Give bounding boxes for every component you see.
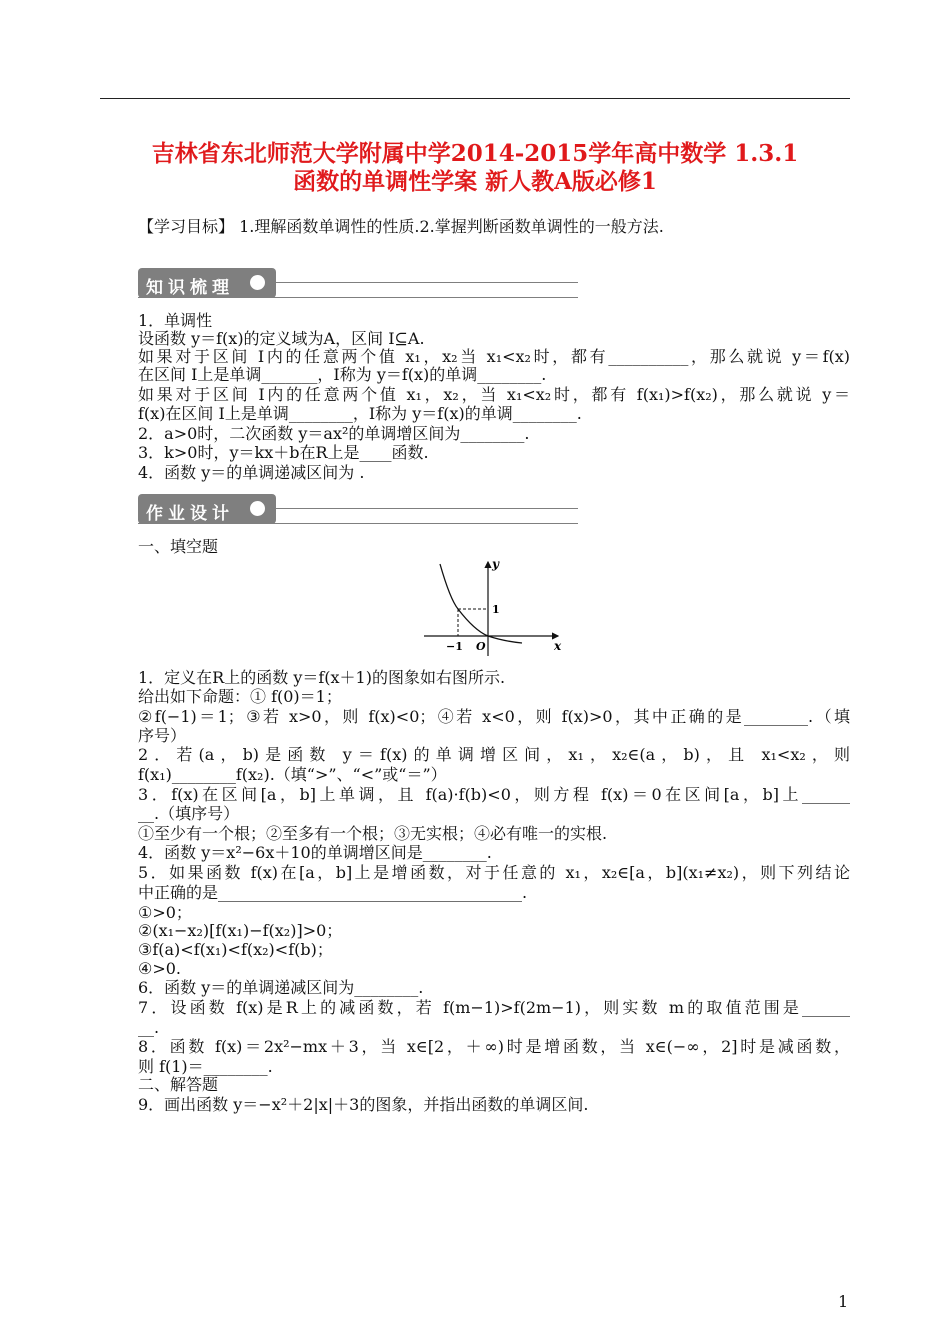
homework-line: 7．设函数 f(x)是R上的减函数，若 f(m−1)>f(2m−1)，则实数 m的取值范围是______ — [138, 998, 850, 1017]
homework-line: ④>0. — [138, 959, 182, 978]
homework-line: 4．函数 y＝x²−6x＋10的单调增区间是________. — [138, 843, 492, 862]
homework-line: 2．若(a，b)是函数 y＝f(x)的单调增区间，x₁，x₂∈(a，b)，且 x₁<x₂，则 — [138, 745, 850, 764]
homework-line: 8．函数 f(x)＝2x²−mx＋3，当 x∈[2，＋∞)时是增函数，当 x∈(−∞，2]时是减函数， — [138, 1037, 850, 1056]
bullet-dot-icon — [250, 501, 265, 516]
homework-line: 序号） — [138, 726, 187, 745]
knowledge-line: 2．a>0时，二次函数 y＝ax²的单调增区间为________. — [138, 424, 530, 443]
header-rule — [100, 98, 850, 99]
page-number: 1 — [838, 1292, 849, 1311]
homework-line: 给出如下命题：① f(0)＝1； — [138, 687, 342, 706]
homework-line: ③f(a)<f(x₁)<f(x₂)<f(b)； — [138, 940, 333, 959]
section-title-knowledge: 知识梳理 — [146, 278, 234, 298]
fill-blank-heading: 一、填空题 — [138, 537, 219, 556]
function-curve — [440, 564, 522, 643]
section-title-homework: 作业设计 — [146, 504, 234, 524]
homework-line: 9．画出函数 y＝−x²＋2|x|＋3的图象，并指出函数的单调区间. — [138, 1095, 589, 1114]
knowledge-line: 如果对于区间 I内的任意两个值 x₁，x₂，当 x₁<x₂时，都有 f(x₁)>f(x₂)，那么就说 y＝ — [138, 385, 850, 404]
section-banner-homework — [138, 494, 578, 524]
homework-line: 则 f(1)＝________. — [138, 1057, 273, 1076]
function-graph — [420, 556, 570, 658]
homework-line: 中正确的是______________________________________. — [138, 883, 528, 902]
origin-label: O — [476, 640, 486, 653]
homework-line: 3．f(x)在区间[a，b]上单调，且 f(a)·f(b)<0，则方程 f(x)＝0在区间[a，b]上______ — [138, 785, 850, 804]
knowledge-line: 4．函数 y＝的单调递减区间为 . — [138, 463, 365, 482]
x-axis-label: x — [554, 639, 562, 653]
y-axis-label: y — [492, 557, 499, 571]
knowledge-line: 1．单调性 — [138, 311, 213, 330]
section-banner-knowledge — [138, 268, 578, 298]
bullet-dot-icon — [250, 275, 265, 290]
tick-label-one: 1 — [492, 603, 500, 616]
document-title-line-2: 函数的单调性学案 新人教A版必修1 — [293, 168, 657, 195]
homework-line: __. — [138, 1018, 160, 1037]
homework-line: 1．定义在R上的函数 y＝f(x＋1)的图象如右图所示. — [138, 668, 506, 687]
answer-section-heading: 二、解答题 — [138, 1075, 219, 1094]
homework-line: ①>0； — [138, 903, 192, 922]
homework-line: f(x₁)________f(x₂).（填“>”、“<”或“＝”） — [138, 765, 447, 784]
homework-line: ②f(−1)＝1；③若 x>0，则 f(x)<0；④若 x<0，则 f(x)>0，其中正确的是________.（填 — [138, 707, 850, 726]
homework-line: 5．如果函数 f(x)在[a，b]上是增函数，对于任意的 x₁，x₂∈[a，b](x₁≠x₂)，则下列结论 — [138, 863, 850, 882]
tick-label-neg-one: −1 — [446, 640, 463, 653]
homework-line: ②(x₁−x₂)[f(x₁)−f(x₂)]>0； — [138, 921, 343, 940]
knowledge-line: 如果对于区间 I内的任意两个值 x₁，x₂当 x₁<x₂时，都有__________，那么就说 y＝f(x) — [138, 347, 850, 366]
knowledge-line: 在区间 I上是单调_______，I称为 y＝f(x)的单调________. — [138, 365, 547, 384]
knowledge-line: f(x)在区间 I上是单调________，I称为 y＝f(x)的单调________. — [138, 404, 582, 423]
homework-line: 6．函数 y＝的单调递减区间为________. — [138, 978, 424, 997]
homework-line: ①至少有一个根；②至多有一个根；③无实根；④必有唯一的实根. — [138, 824, 608, 843]
document-title-line-1: 吉林省东北师范大学附属中学2014-2015学年高中数学 1.3.1 — [151, 140, 799, 167]
learning-goals: 【学习目标】 1.理解函数单调性的性质.2.掌握判断函数单调性的一般方法. — [138, 217, 664, 236]
knowledge-line: 3．k>0时，y＝kx＋b在R上是____函数. — [138, 443, 429, 462]
homework-line: __.（填序号） — [138, 804, 240, 823]
knowledge-line: 设函数 y＝f(x)的定义域为A，区间 I⊆A. — [138, 329, 425, 348]
